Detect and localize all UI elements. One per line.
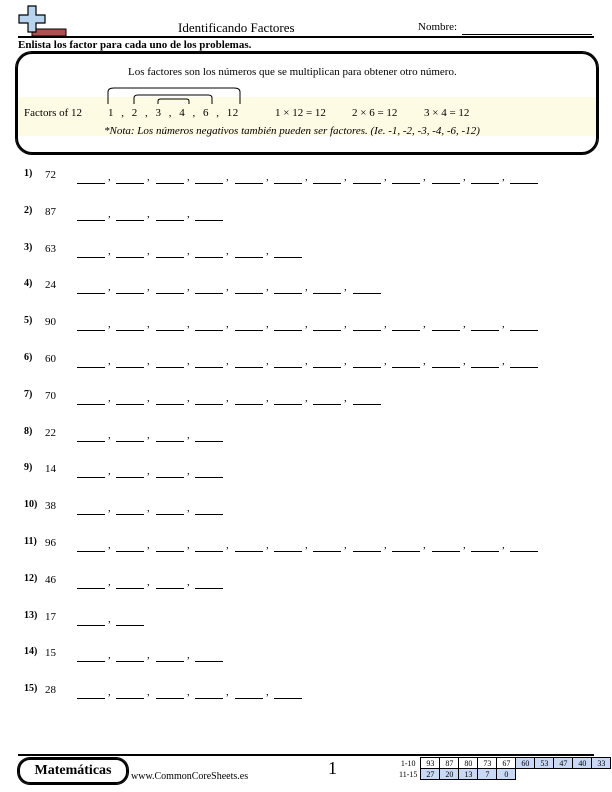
separator: , <box>502 539 505 551</box>
answer-blank[interactable] <box>195 281 223 294</box>
separator: , <box>226 281 229 293</box>
separator: , <box>266 686 269 698</box>
answer-blank[interactable] <box>313 171 341 184</box>
problem-value: 15 <box>45 647 56 659</box>
answer-blank[interactable] <box>77 392 105 405</box>
separator: , <box>108 392 111 404</box>
name-label: Nombre: <box>418 21 458 33</box>
answer-blank[interactable] <box>195 576 223 589</box>
website-text: www.CommonCoreSheets.es <box>131 771 249 782</box>
score-cell: 27 <box>421 769 440 780</box>
answer-blank[interactable] <box>313 281 341 294</box>
separator: , <box>305 392 308 404</box>
answer-blank[interactable] <box>392 355 420 368</box>
separator: , <box>108 429 111 441</box>
separator: , <box>147 208 150 220</box>
factor-pair-brackets <box>100 82 250 106</box>
score-key <box>397 757 611 780</box>
separator: , <box>187 245 190 257</box>
score-cell: 87 <box>440 758 459 769</box>
score-cell: 33 <box>592 758 611 769</box>
separator: , <box>463 539 466 551</box>
answer-blank[interactable] <box>392 318 420 331</box>
answer-blank[interactable] <box>156 281 184 294</box>
answer-blank[interactable] <box>195 392 223 405</box>
name-field-line[interactable] <box>462 34 592 35</box>
answer-blank[interactable] <box>77 355 105 368</box>
problem-value: 90 <box>45 316 56 328</box>
separator: , <box>226 539 229 551</box>
answer-blank[interactable] <box>195 208 223 221</box>
separator: , <box>305 281 308 293</box>
separator: , <box>187 318 190 330</box>
separator: , <box>502 318 505 330</box>
answer-blank[interactable] <box>235 318 263 331</box>
separator: , <box>147 281 150 293</box>
answer-blank[interactable] <box>274 318 302 331</box>
example-equation: 3 × 4 = 12 <box>424 107 470 119</box>
answer-blank[interactable] <box>156 429 184 442</box>
answer-blank[interactable] <box>77 465 105 478</box>
separator: , <box>344 281 347 293</box>
answer-blank[interactable] <box>116 171 144 184</box>
separator: , <box>108 686 111 698</box>
separator: , <box>502 355 505 367</box>
separator: , <box>108 613 111 625</box>
separator: , <box>147 392 150 404</box>
answer-blank[interactable] <box>77 649 105 662</box>
separator: , <box>187 355 190 367</box>
answer-blank[interactable] <box>156 686 184 699</box>
separator: , <box>266 281 269 293</box>
answer-blank[interactable] <box>195 318 223 331</box>
answer-blank[interactable] <box>274 392 302 405</box>
answer-blank[interactable] <box>77 502 105 515</box>
separator: , <box>226 318 229 330</box>
separator: , <box>344 171 347 183</box>
answer-blank[interactable] <box>510 318 538 331</box>
separator: , <box>108 465 111 477</box>
separator: , <box>108 649 111 661</box>
problem-number: 12) <box>24 573 38 584</box>
problem-number: 11) <box>24 536 37 547</box>
problem-number: 3) <box>24 242 33 253</box>
answer-blank[interactable] <box>156 576 184 589</box>
problem-number: 2) <box>24 205 33 216</box>
answer-blank[interactable] <box>116 576 144 589</box>
instructions: Enlista los factor para cada uno de los problemas. <box>18 39 252 51</box>
subject-badge: Matemáticas <box>18 758 128 784</box>
answer-blank[interactable] <box>313 355 341 368</box>
answer-blank[interactable] <box>195 429 223 442</box>
separator: , <box>344 539 347 551</box>
answer-blank[interactable] <box>274 686 302 699</box>
answer-blank[interactable] <box>195 355 223 368</box>
separator: , <box>147 539 150 551</box>
answer-blank[interactable] <box>510 355 538 368</box>
separator: , <box>226 355 229 367</box>
answer-blank[interactable] <box>116 208 144 221</box>
answer-blank[interactable] <box>353 539 381 552</box>
answer-blank[interactable] <box>274 355 302 368</box>
problem-value: 70 <box>45 390 56 402</box>
separator: , <box>147 355 150 367</box>
score-cell: 47 <box>554 758 573 769</box>
answer-blank[interactable] <box>156 539 184 552</box>
page-number: 1 <box>328 758 337 778</box>
problem-number: 13) <box>24 610 38 621</box>
answer-blank[interactable] <box>274 281 302 294</box>
separator: , <box>266 245 269 257</box>
answer-blank[interactable] <box>77 318 105 331</box>
problem-value: 38 <box>45 500 56 512</box>
separator: , <box>344 318 347 330</box>
separator: , <box>226 392 229 404</box>
answer-blank[interactable] <box>77 686 105 699</box>
separator: , <box>187 649 190 661</box>
example-label: Factors of 12 <box>24 107 83 119</box>
problem-value: 14 <box>45 463 56 475</box>
separator: , <box>187 502 190 514</box>
separator: , <box>423 171 426 183</box>
separator: , <box>226 686 229 698</box>
answer-blank[interactable] <box>353 171 381 184</box>
answer-blank[interactable] <box>156 171 184 184</box>
answer-blank[interactable] <box>195 465 223 478</box>
separator: , <box>108 171 111 183</box>
answer-blank[interactable] <box>116 429 144 442</box>
answer-blank[interactable] <box>116 649 144 662</box>
answer-blank[interactable] <box>235 686 263 699</box>
separator: , <box>108 576 111 588</box>
answer-blank[interactable] <box>77 613 105 626</box>
problem-value: 22 <box>45 427 56 439</box>
header-rule <box>18 36 594 38</box>
answer-blank[interactable] <box>156 649 184 662</box>
separator: , <box>187 539 190 551</box>
score-cell: 0 <box>497 769 516 780</box>
example-factors: 1 , 2 , 3 , 4 , 6 , 12 <box>108 107 239 119</box>
score-cell: 40 <box>573 758 592 769</box>
problem-value: 87 <box>45 206 56 218</box>
score-cell: 53 <box>535 758 554 769</box>
answer-blank[interactable] <box>116 318 144 331</box>
separator: , <box>108 502 111 514</box>
answer-blank[interactable] <box>77 539 105 552</box>
separator: , <box>305 171 308 183</box>
footer-rule <box>18 754 594 756</box>
answer-blank[interactable] <box>77 245 105 258</box>
answer-blank[interactable] <box>77 208 105 221</box>
separator: , <box>266 392 269 404</box>
separator: , <box>305 539 308 551</box>
problem-value: 96 <box>45 537 56 549</box>
separator: , <box>187 171 190 183</box>
answer-blank[interactable] <box>195 649 223 662</box>
answer-blank[interactable] <box>471 355 499 368</box>
answer-blank[interactable] <box>156 355 184 368</box>
answer-blank[interactable] <box>235 281 263 294</box>
separator: , <box>423 539 426 551</box>
answer-blank[interactable] <box>432 171 460 184</box>
answer-blank[interactable] <box>77 281 105 294</box>
answer-blank[interactable] <box>195 502 223 515</box>
separator: , <box>147 649 150 661</box>
answer-blank[interactable] <box>195 539 223 552</box>
answer-blank[interactable] <box>471 171 499 184</box>
answer-blank[interactable] <box>195 686 223 699</box>
answer-blank[interactable] <box>77 171 105 184</box>
answer-blank[interactable] <box>353 318 381 331</box>
problem-value: 63 <box>45 243 56 255</box>
example-equation: 1 × 12 = 12 <box>275 107 326 119</box>
problem-number: 15) <box>24 683 38 694</box>
problem-value: 72 <box>45 169 56 181</box>
answer-blank[interactable] <box>510 171 538 184</box>
answer-blank[interactable] <box>235 392 263 405</box>
example-definition: Los factores son los números que se multiplican para obtener otro número. <box>128 66 457 78</box>
answer-blank[interactable] <box>116 245 144 258</box>
separator: , <box>187 686 190 698</box>
problem-number: 7) <box>24 389 33 400</box>
answer-blank[interactable] <box>432 539 460 552</box>
separator: , <box>147 465 150 477</box>
answer-blank[interactable] <box>313 539 341 552</box>
separator: , <box>187 392 190 404</box>
answer-blank[interactable] <box>116 281 144 294</box>
answer-blank[interactable] <box>156 318 184 331</box>
answer-blank[interactable] <box>77 576 105 589</box>
plus-logo-icon <box>18 5 68 37</box>
problem-number: 1) <box>24 168 33 179</box>
score-key-row <box>397 758 611 769</box>
score-key-label: 1-10 <box>400 758 416 768</box>
separator: , <box>384 318 387 330</box>
answer-blank[interactable] <box>432 355 460 368</box>
separator: , <box>384 539 387 551</box>
answer-blank[interactable] <box>313 392 341 405</box>
answer-blank[interactable] <box>235 171 263 184</box>
answer-blank[interactable] <box>156 465 184 478</box>
separator: , <box>108 208 111 220</box>
worksheet-title: Identificando Factores <box>178 20 295 35</box>
separator: , <box>266 355 269 367</box>
problem-number: 14) <box>24 646 38 657</box>
separator: , <box>266 318 269 330</box>
answer-blank[interactable] <box>471 318 499 331</box>
answer-blank[interactable] <box>274 171 302 184</box>
separator: , <box>187 281 190 293</box>
answer-blank[interactable] <box>471 539 499 552</box>
separator: , <box>226 171 229 183</box>
problem-number: 10) <box>24 499 38 510</box>
separator: , <box>463 318 466 330</box>
separator: , <box>344 392 347 404</box>
problem-number: 5) <box>24 315 33 326</box>
separator: , <box>305 318 308 330</box>
separator: , <box>147 429 150 441</box>
problem-value: 60 <box>45 353 56 365</box>
score-cell: 20 <box>440 769 459 780</box>
answer-blank[interactable] <box>156 392 184 405</box>
separator: , <box>423 318 426 330</box>
answer-blank[interactable] <box>116 355 144 368</box>
answer-blank[interactable] <box>116 686 144 699</box>
answer-blank[interactable] <box>235 245 263 258</box>
problem-value: 24 <box>45 279 56 291</box>
score-cell: 60 <box>516 758 535 769</box>
score-cell: 80 <box>459 758 478 769</box>
answer-blank[interactable] <box>235 539 263 552</box>
separator: , <box>187 208 190 220</box>
answer-blank[interactable] <box>353 281 381 294</box>
answer-blank[interactable] <box>353 392 381 405</box>
separator: , <box>108 539 111 551</box>
example-note: *Nota: Los números negativos también pueden ser factores. (Ie. -1, -2, -3, -4, -6, -12) <box>104 125 480 137</box>
answer-blank[interactable] <box>116 502 144 515</box>
answer-blank[interactable] <box>195 245 223 258</box>
separator: , <box>108 281 111 293</box>
separator: , <box>147 171 150 183</box>
answer-blank[interactable] <box>274 539 302 552</box>
example-equation: 2 × 6 = 12 <box>352 107 398 119</box>
separator: , <box>187 576 190 588</box>
answer-blank[interactable] <box>156 502 184 515</box>
problem-number: 4) <box>24 278 33 289</box>
separator: , <box>108 355 111 367</box>
score-cell: 93 <box>421 758 440 769</box>
separator: , <box>147 502 150 514</box>
score-cell: 7 <box>478 769 497 780</box>
problem-number: 8) <box>24 426 33 437</box>
separator: , <box>266 171 269 183</box>
problem-value: 28 <box>45 684 56 696</box>
separator: , <box>463 355 466 367</box>
separator: , <box>305 355 308 367</box>
separator: , <box>147 245 150 257</box>
problem-value: 17 <box>45 611 56 623</box>
problem-number: 6) <box>24 352 33 363</box>
answer-blank[interactable] <box>116 392 144 405</box>
answer-blank[interactable] <box>274 245 302 258</box>
separator: , <box>147 318 150 330</box>
separator: , <box>226 245 229 257</box>
answer-blank[interactable] <box>392 171 420 184</box>
answer-blank[interactable] <box>156 245 184 258</box>
answer-blank[interactable] <box>392 539 420 552</box>
score-cell: 73 <box>478 758 497 769</box>
separator: , <box>147 576 150 588</box>
separator: , <box>502 171 505 183</box>
separator: , <box>187 429 190 441</box>
problem-value: 46 <box>45 574 56 586</box>
separator: , <box>344 355 347 367</box>
answer-blank[interactable] <box>116 539 144 552</box>
separator: , <box>423 355 426 367</box>
answer-blank[interactable] <box>235 355 263 368</box>
answer-blank[interactable] <box>116 465 144 478</box>
answer-blank[interactable] <box>313 318 341 331</box>
score-key-label: 11-15 <box>399 769 418 779</box>
separator: , <box>384 171 387 183</box>
score-key-row <box>397 769 611 780</box>
answer-blank[interactable] <box>432 318 460 331</box>
separator: , <box>108 318 111 330</box>
separator: , <box>266 539 269 551</box>
problem-number: 9) <box>24 462 33 473</box>
answer-blank[interactable] <box>510 539 538 552</box>
separator: , <box>187 465 190 477</box>
separator: , <box>384 355 387 367</box>
answer-blank[interactable] <box>195 171 223 184</box>
answer-blank[interactable] <box>116 613 144 626</box>
separator: , <box>147 686 150 698</box>
separator: , <box>108 245 111 257</box>
answer-blank[interactable] <box>156 208 184 221</box>
answer-blank[interactable] <box>77 429 105 442</box>
score-cell: 67 <box>497 758 516 769</box>
score-cell: 13 <box>459 769 478 780</box>
separator: , <box>463 171 466 183</box>
answer-blank[interactable] <box>353 355 381 368</box>
